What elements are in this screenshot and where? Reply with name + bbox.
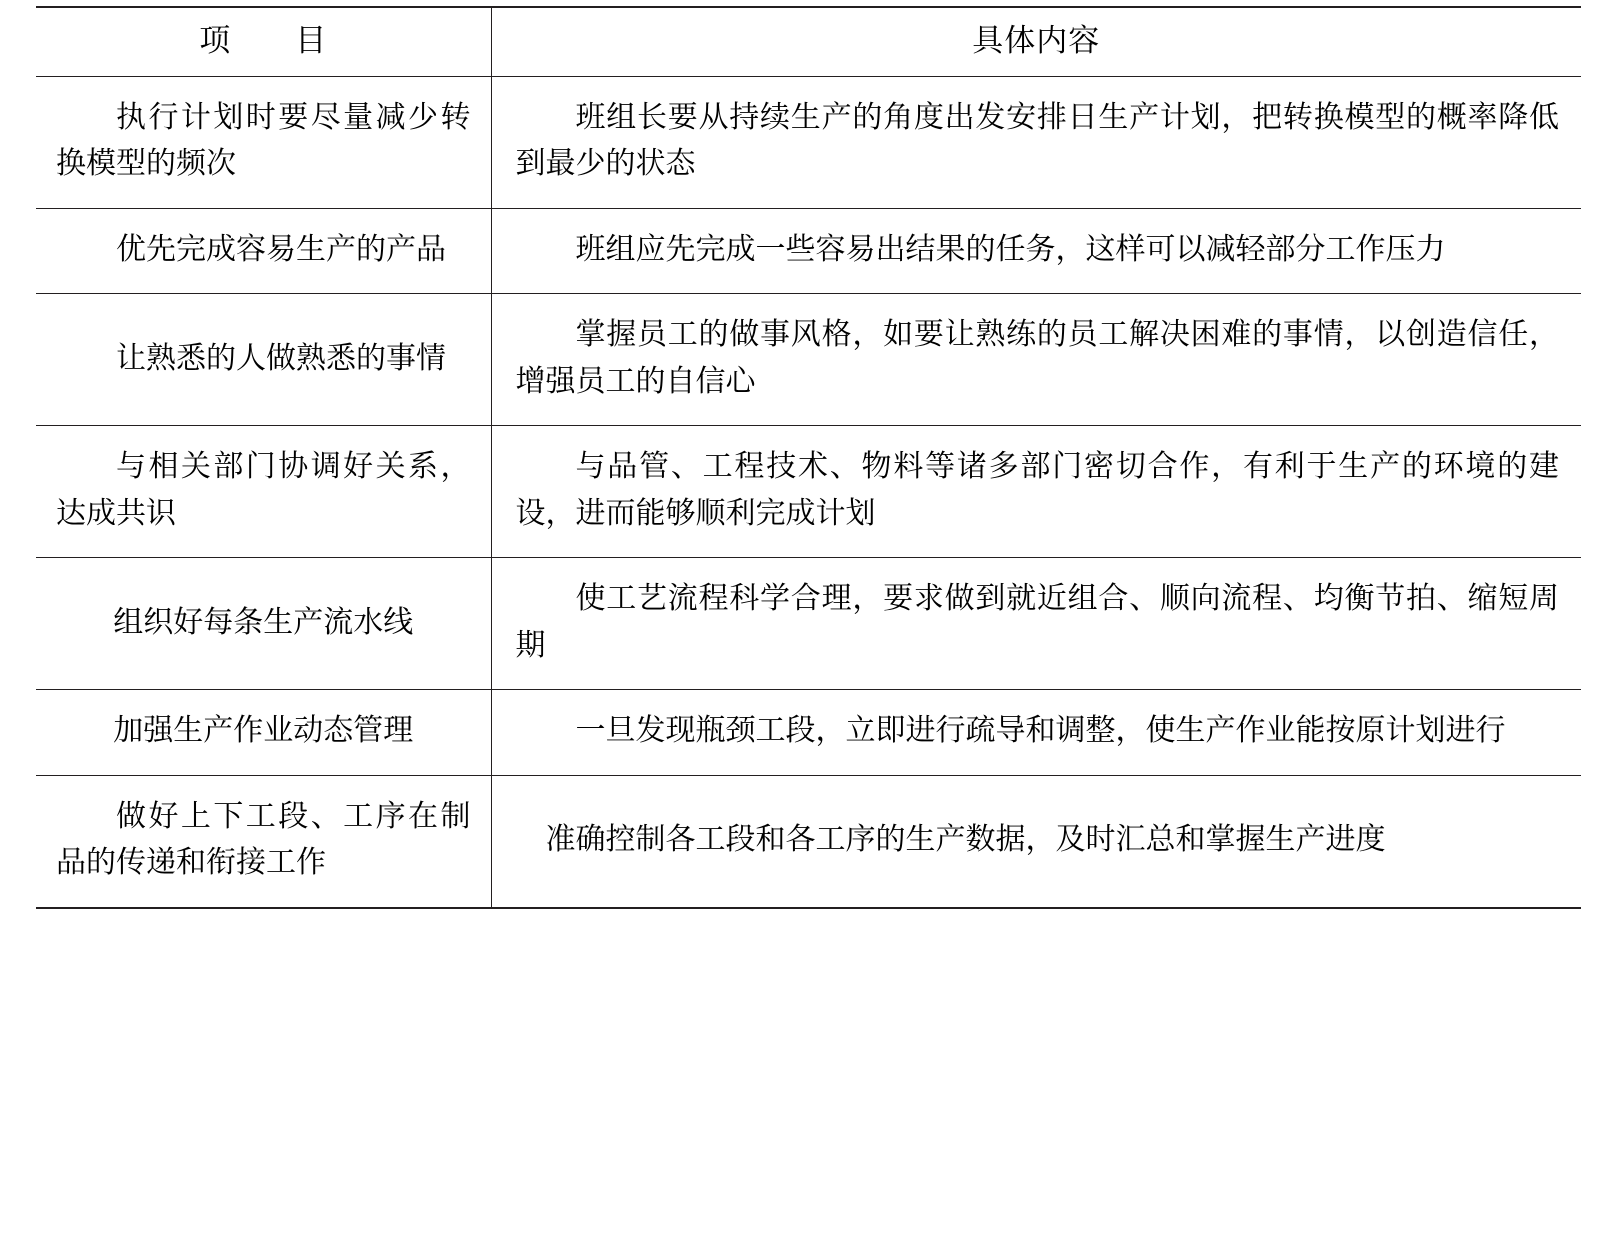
item-text: 执行计划时要尽量减少转换模型的频次 <box>56 100 471 181</box>
document-page <box>0 6 1617 1237</box>
item-text: 与相关部门协调好关系，达成共识 <box>56 450 471 530</box>
table-row <box>36 294 1581 426</box>
table-cell-item <box>36 294 491 426</box>
table-cell-item <box>36 558 491 690</box>
table-cell-item <box>36 690 491 776</box>
table-cell-content <box>491 294 1581 426</box>
item-text: 优先完成容易生产的产品 <box>116 232 446 266</box>
item-text: 组织好每条生产流水线 <box>113 605 414 639</box>
table-header-cell-item <box>36 7 491 76</box>
table-cell-content <box>491 76 1581 208</box>
table-cell-content <box>491 775 1581 908</box>
table-cell-content <box>491 208 1581 294</box>
header-label-item: 项 目 <box>199 23 328 58</box>
table-cell-content <box>491 426 1581 558</box>
table-cell-item <box>36 426 491 558</box>
content-text: 班组长要从持续生产的角度出发安排日生产计划，把转换模型的概率降低到最少的状态 <box>515 100 1559 181</box>
content-text: 与品管、工程技术、物料等诸多部门密切合作，有利于生产的环境的建设，进而能够顺利完成计划 <box>515 450 1559 530</box>
content-text: 准确控制各工段和各工序的生产数据，及时汇总和掌握生产进度 <box>545 823 1386 857</box>
content-text: 使工艺流程科学合理，要求做到就近组合、顺向流程、均衡节拍、缩短周期 <box>515 582 1559 662</box>
item-text: 加强生产作业动态管理 <box>113 714 414 748</box>
table-row <box>36 690 1581 776</box>
content-table <box>36 6 1581 909</box>
table-header-row <box>36 7 1581 76</box>
header-label-content: 具体内容 <box>972 23 1101 58</box>
item-text: 做好上下工段、工序在制品的传递和衔接工作 <box>56 799 471 880</box>
content-text: 掌握员工的做事风格，如要让熟练的员工解决困难的事情，以创造信任，增强员工的自信心 <box>515 318 1559 398</box>
table-row <box>36 76 1581 208</box>
table-cell-item <box>36 208 491 294</box>
table-row <box>36 208 1581 294</box>
table-cell-item <box>36 76 491 208</box>
table-cell-content <box>491 690 1581 776</box>
content-text: 班组应先完成一些容易出结果的任务，这样可以减轻部分工作压力 <box>575 232 1446 266</box>
table-row <box>36 426 1581 558</box>
table-row <box>36 775 1581 908</box>
table-row <box>36 558 1581 690</box>
content-text: 一旦发现瓶颈工段，立即进行疏导和调整，使生产作业能按原计划进行 <box>575 714 1506 748</box>
table-header-cell-content <box>491 7 1581 76</box>
table-cell-content <box>491 558 1581 690</box>
table-cell-item <box>36 775 491 908</box>
item-text: 让熟悉的人做熟悉的事情 <box>116 341 446 375</box>
